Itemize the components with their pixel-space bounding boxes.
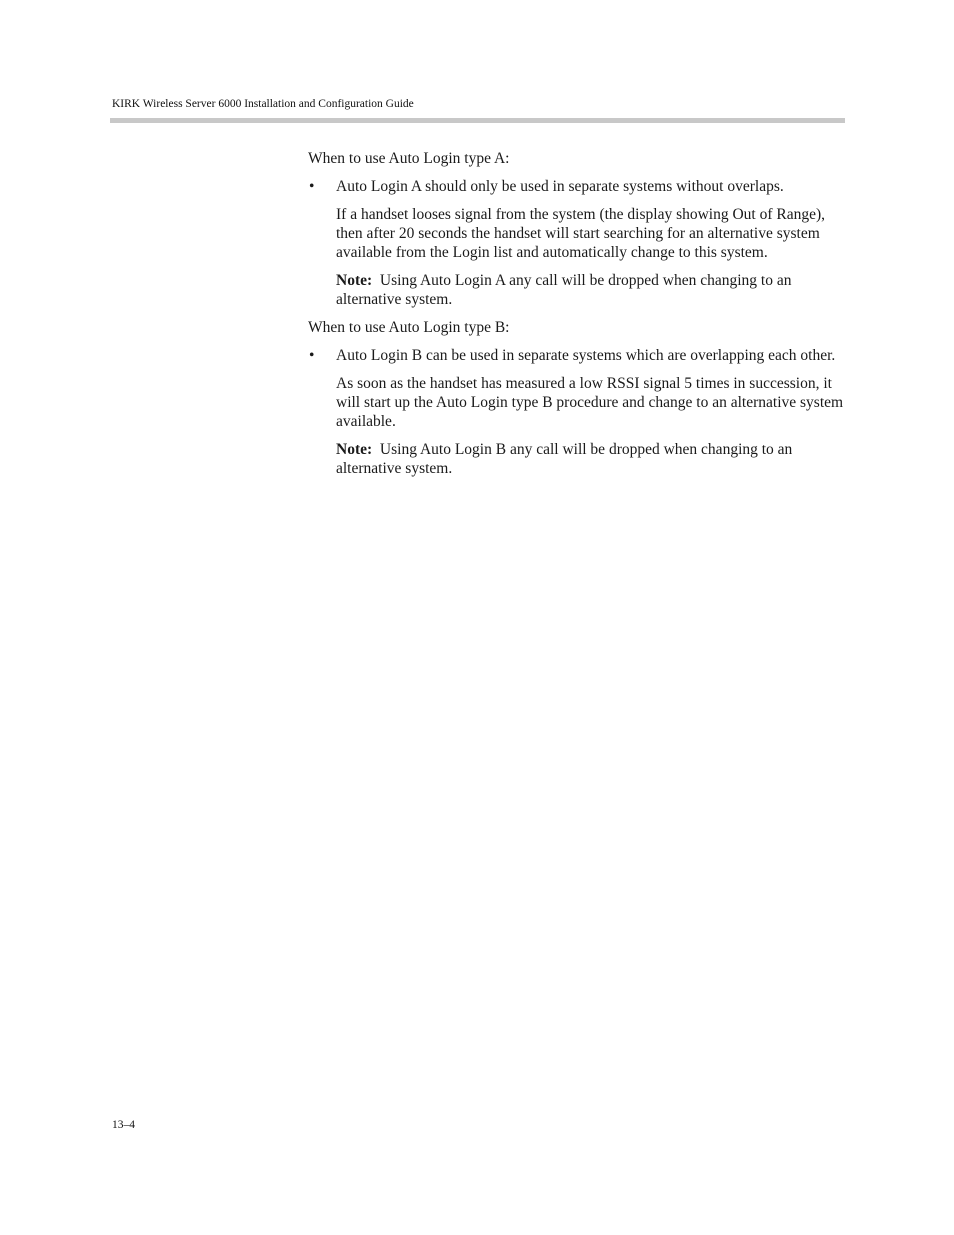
section-a-bullet [308,177,848,196]
note-text: Using Auto Login B any call will be dropped when changing to an alternative system. [336,441,793,477]
section-b-note [308,440,848,478]
note-text: Using Auto Login A any call will be dropped when changing to an alternative system. [336,272,792,308]
section-b-lead: When to use Auto Login type B: [308,319,510,336]
page-number: 13–4 [112,1119,135,1131]
running-header: KIRK Wireless Server 6000 Installation and Configuration Guide [112,98,414,110]
note-label: Note: [336,441,373,458]
section-a-paragraph: If a handset looses signal from the system (the display showing Out of Range), then after 20 seconds the handset will start searching for an alternative system available from the Login list and automatically change to this system. [336,206,826,261]
header-rule [110,118,845,123]
bullet-icon: • [309,347,315,364]
section-a-note [308,271,848,309]
note-label: Note: [336,272,373,289]
section-a-bullet-text: Auto Login A should only be used in separate systems without overlaps. [336,178,784,195]
page-body [308,149,848,487]
section-b-bullet [308,346,848,365]
bullet-icon: • [309,178,315,195]
section-b-paragraph: As soon as the handset has measured a low RSSI signal 5 times in succession, it will start up the Auto Login type B procedure and change to an alternative system available. [336,375,844,430]
section-b-bullet-text: Auto Login B can be used in separate systems which are overlapping each other. [336,347,836,364]
section-a-lead: When to use Auto Login type A: [308,150,510,167]
